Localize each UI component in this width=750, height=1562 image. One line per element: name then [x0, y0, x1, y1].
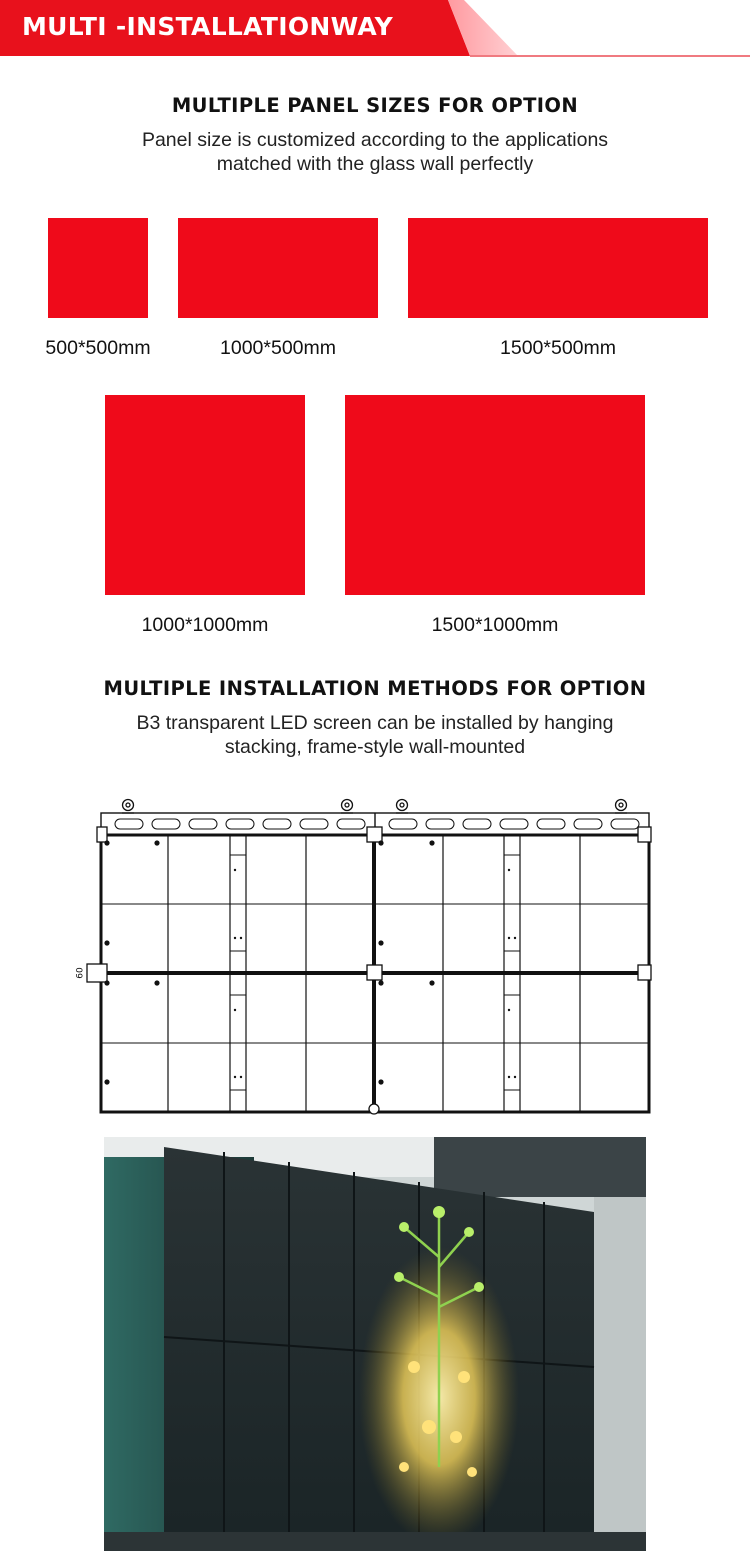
panel-sizes-desc-line2: matched with the glass wall perfectly [216, 153, 534, 175]
panel-label: 1000*1000mm [141, 614, 269, 636]
panel-swatch-1500x1000 [345, 395, 645, 595]
installation-drawing [76, 790, 660, 1120]
panel-swatch-500x500 [48, 218, 148, 318]
panel-swatch-1000x1000 [105, 395, 305, 595]
panel-sizes-desc-line1: Panel size is customized according to the applications [141, 129, 609, 151]
install-methods-heading: MULTIPLE INSTALLATION METHODS FOR OPTION [103, 677, 647, 700]
panel-label: 500*500mm [45, 337, 151, 359]
hanging-ring-icon [122, 800, 627, 814]
panel-label: 1000*500mm [220, 337, 336, 359]
installed-screen-photo [104, 1137, 646, 1551]
panel-swatch-1000x500 [178, 218, 378, 318]
panel-swatch-1500x500 [408, 218, 708, 318]
banner-underline [470, 55, 750, 57]
panel-sizes-heading: MULTIPLE PANEL SIZES FOR OPTION [171, 94, 579, 117]
install-methods-desc-line1: B3 transparent LED screen can be installed by hanging [136, 712, 614, 734]
panel-label: 1500*1000mm [431, 614, 559, 636]
panel-label: 1500*500mm [500, 337, 616, 359]
section-banner [0, 0, 750, 58]
connector-plates [87, 827, 651, 1114]
dimension-label: 60 [76, 967, 86, 979]
install-methods-desc-line2: stacking, frame-style wall-mounted [224, 736, 526, 758]
banner-title: MULTI -INSTALLATIONWAY [22, 12, 394, 41]
